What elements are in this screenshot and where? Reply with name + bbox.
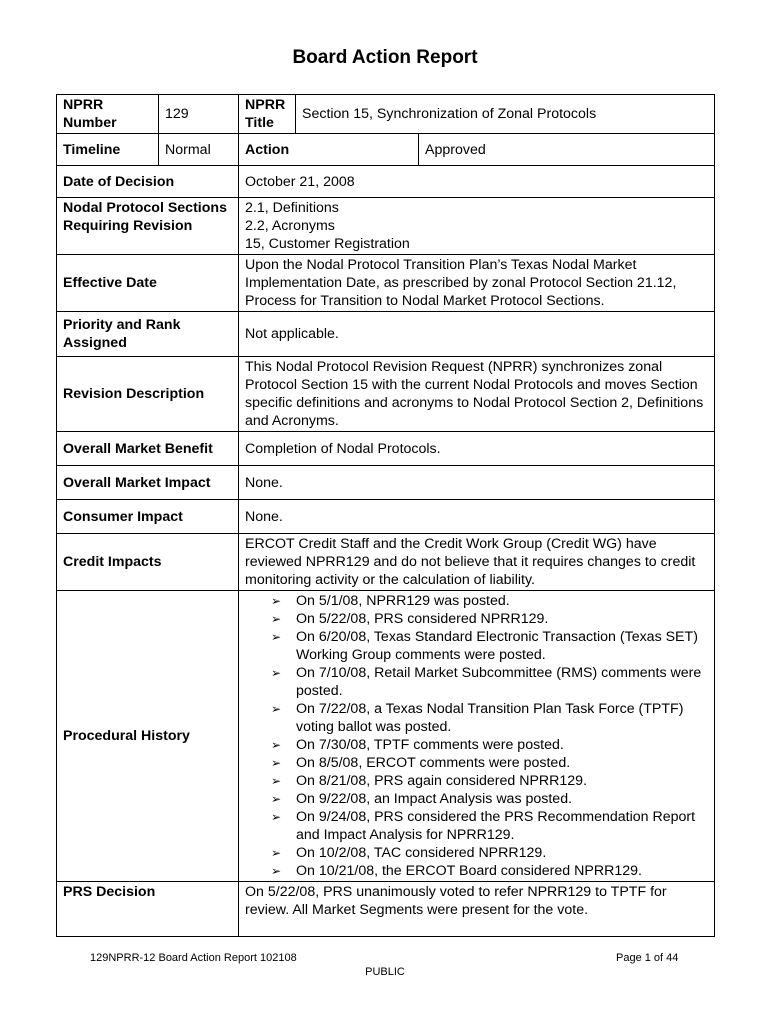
row-consumer-impact [57,500,715,534]
procedural-history-list [245,592,708,880]
row-date-of-decision [57,166,715,198]
arrow-bullet-icon: ➢ [271,792,282,806]
list-item [271,808,708,844]
consumer-impact-label: Consumer Impact [57,500,239,534]
list-item [271,844,708,862]
prs-decision-label: PRS Decision [57,882,239,937]
timeline-label: Timeline [57,134,159,166]
credit-impacts-label: Credit Impacts [57,534,239,591]
board-action-report-table [56,94,715,937]
nprr-title-label: NPRR Title [239,95,296,134]
date-of-decision-value: October 21, 2008 [239,166,715,198]
arrow-bullet-icon: ➢ [271,810,282,824]
credit-impacts-value: ERCOT Credit Staff and the Credit Work Group (Credit WG) have reviewed NPRR129 and do not believe that it requires changes to credit monitoring activity or the calculation of liability. [239,534,715,591]
effective-date-value: Upon the Nodal Protocol Transition Plan’s Texas Nodal Market Implementation Date, as prescribed by zonal Protocol Section 21.12, Process for Transition to Nodal Market Protocol Sections. [239,255,715,312]
row-nprr-header [57,95,715,134]
list-item [271,862,708,880]
arrow-bullet-icon: ➢ [271,612,282,626]
market-benefit-value: Completion of Nodal Protocols. [239,432,715,466]
action-label: Action [239,134,419,166]
history-entry: On 5/22/08, PRS considered NPRR129. [296,611,549,627]
row-market-benefit [57,432,715,466]
footer-page-number: Page 1 of 44 [616,952,679,964]
footer-classification: PUBLIC [365,966,405,978]
list-item [271,790,708,808]
list-item [271,736,708,754]
list-item [271,592,708,610]
nprr-number-value: 129 [159,95,239,134]
arrow-bullet-icon: ➢ [271,666,282,680]
nprr-number-label: NPRR Number [57,95,159,134]
row-revision-description [57,357,715,432]
row-market-impact [57,466,715,500]
procedural-history-label: Procedural History [57,591,239,882]
section-line: 15, Customer Registration [245,236,410,252]
consumer-impact-value: None. [239,500,715,534]
arrow-bullet-icon: ➢ [271,864,282,878]
list-item [271,754,708,772]
market-benefit-label: Overall Market Benefit [57,432,239,466]
history-entry: On 9/22/08, an Impact Analysis was posted. [296,791,573,807]
arrow-bullet-icon: ➢ [271,738,282,752]
history-entry: On 7/30/08, TPTF comments were posted. [296,737,564,753]
history-entry: On 7/10/08, Retail Market Subcommittee (RMS) comments were posted. [296,665,702,699]
effective-date-label: Effective Date [57,255,239,312]
market-impact-label: Overall Market Impact [57,466,239,500]
section-line: 2.2, Acronyms [245,218,335,234]
revision-description-label: Revision Description [57,357,239,432]
priority-value: Not applicable. [239,312,715,357]
history-entry: On 6/20/08, Texas Standard Electronic Transaction (Texas SET) Working Group comments were posted. [296,629,698,663]
market-impact-value: None. [239,466,715,500]
list-item [271,700,708,736]
footer-document-id: 129NPRR-12 Board Action Report 102108 [90,952,297,964]
history-entry: On 8/5/08, ERCOT comments were posted. [296,755,571,771]
revision-description-value: This Nodal Protocol Revision Request (NPRR) synchronizes zonal Protocol Section 15 with the current Nodal Protocols and moves Section specific definitions and acronyms to Nodal Protocol Section 2, Definitions and Acronyms. [239,357,715,432]
arrow-bullet-icon: ➢ [271,846,282,860]
sections-label: Nodal Protocol Sections Requiring Revision [57,198,239,255]
prs-decision-value: On 5/22/08, PRS unanimously voted to refer NPRR129 to TPTF for review. All Market Segments were present for the vote. [239,882,715,937]
arrow-bullet-icon: ➢ [271,702,282,716]
row-credit-impacts [57,534,715,591]
list-item [271,628,708,664]
arrow-bullet-icon: ➢ [271,774,282,788]
date-of-decision-label: Date of Decision [57,166,239,198]
arrow-bullet-icon: ➢ [271,594,282,608]
arrow-bullet-icon: ➢ [271,756,282,770]
history-entry: On 10/2/08, TAC considered NPRR129. [296,845,547,861]
action-value: Approved [419,134,715,166]
row-prs-decision [57,882,715,937]
list-item [271,772,708,790]
row-timeline [57,134,715,166]
nprr-title-value: Section 15, Synchronization of Zonal Protocols [296,95,715,134]
history-entry: On 7/22/08, a Texas Nodal Transition Plan Task Force (TPTF) voting ballot was posted. [296,701,684,735]
timeline-value: Normal [159,134,239,166]
arrow-bullet-icon: ➢ [271,630,282,644]
history-entry: On 9/24/08, PRS considered the PRS Recommendation Report and Impact Analysis for NPRR129. [296,809,696,843]
row-effective-date [57,255,715,312]
priority-label: Priority and Rank Assigned [57,312,239,357]
section-line: 2.1, Definitions [245,200,339,216]
procedural-history-value [239,591,715,882]
list-item [271,664,708,700]
row-sections [57,198,715,255]
row-procedural-history [57,591,715,882]
history-entry: On 10/21/08, the ERCOT Board considered NPRR129. [296,863,642,879]
sections-value [239,198,715,255]
history-entry: On 8/21/08, PRS again considered NPRR129. [296,773,588,789]
history-entry: On 5/1/08, NPRR129 was posted. [296,593,510,609]
row-priority [57,312,715,357]
list-item [271,610,708,628]
page-title: Board Action Report [292,47,478,68]
